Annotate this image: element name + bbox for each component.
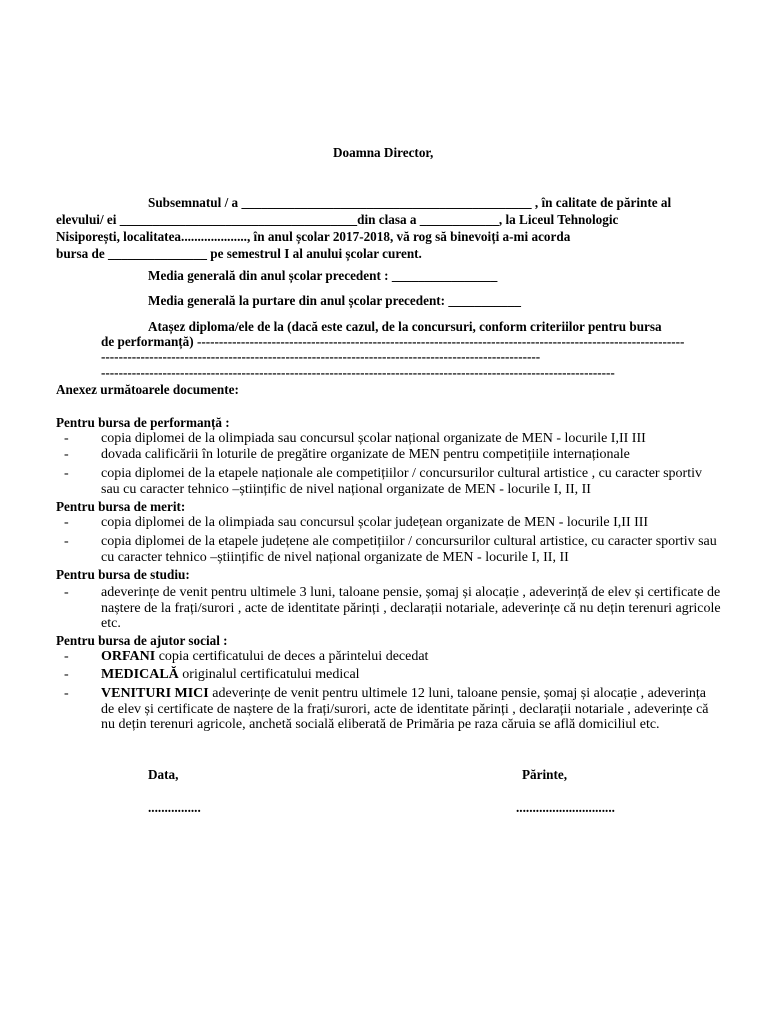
list-bullet: - bbox=[64, 686, 69, 701]
class-field[interactable]: ____________ bbox=[419, 212, 499, 227]
list-item: adeverințe de venit pentru ultimele 3 luni, taloane pensie, șomaj și alocație , adeverință de elev și certificate de naștere de la frați/surori , acte de identitate părinți , declarații notariale, adeverințe că nu dețin terenuri agricole etc. bbox=[101, 585, 721, 631]
name-field[interactable]: ____________________________________________ bbox=[241, 195, 532, 210]
list-bullet: - bbox=[64, 585, 69, 600]
list-bullet: - bbox=[64, 515, 69, 530]
atasez-line-1: Atașez diploma/ele de la (dacă este cazul, de la concursuri, conform criteriilor pentru bursa bbox=[148, 319, 662, 334]
parent-signature-field[interactable]: .............................. bbox=[516, 800, 615, 815]
atasez-line-3[interactable]: ---------------------------------------------------------------------------------------------------- bbox=[101, 349, 541, 364]
list-bullet: - bbox=[64, 667, 69, 682]
parent-label: Părinte, bbox=[522, 767, 568, 782]
date-field[interactable]: ................ bbox=[148, 800, 201, 815]
list-item: copia diplomei de la olimpiada sau concursul școlar național organizate de MEN - locurile I,II III bbox=[101, 431, 646, 446]
list-bullet: - bbox=[64, 447, 69, 462]
atasez-line-2: de performanță) --------------------------------------------------------------------------------------------------------------- bbox=[101, 334, 685, 349]
list-item-venituri-mici: VENITURI MICI adeverințe de venit pentru ultimele 12 luni, taloane pensie, șomaj și alocație , adeverința de elev și certificate de naștere de la frați/surori, acte de identitate părinți , declarații notariale , adeverințe că nu dețin terenuri agricole, anchetă socială eliberată de Primăria pe raza căruia se află domiciliul etc. bbox=[101, 686, 709, 732]
student-name-field[interactable]: ____________________________________ bbox=[119, 212, 358, 227]
list-item-medicala: MEDICALĂ originalul certificatului medical bbox=[101, 667, 360, 682]
page-title: Doamna Director, bbox=[333, 145, 434, 160]
list-bullet: - bbox=[64, 466, 69, 481]
anexez-heading: Anexez următoarele documente: bbox=[56, 382, 239, 397]
intro-line-2: elevului/ ei ____________________________________din clasa a ____________, la Liceul Tehnologic bbox=[56, 212, 619, 227]
section-title-performanta: Pentru bursa de performanță : bbox=[56, 415, 230, 430]
list-bullet: - bbox=[64, 649, 69, 664]
scholarship-type-field[interactable]: _______________ bbox=[108, 246, 207, 261]
list-item: copia diplomei de la olimpiada sau concursul școlar județean organizate de MEN - locurile I,II III bbox=[101, 515, 649, 530]
intro-line-1: Subsemnatul / a ____________________________________________ , în calitate de părinte al bbox=[148, 195, 672, 210]
media-purtare-field[interactable]: ___________ bbox=[448, 293, 521, 308]
list-item: copia diplomei de la etapele naționale ale competițiilor / concursurilor cultural artistice , cu caracter sportiv sau cu caracter tehnico –științific de nivel național organizate de MEN - locurile I, II, II bbox=[101, 466, 702, 497]
list-item-orfani: ORFANI copia certificatului de deces a părintelui decedat bbox=[101, 649, 429, 664]
section-title-social: Pentru bursa de ajutor social : bbox=[56, 633, 228, 648]
diploma-field[interactable]: --------------------------------------------------------------------------------------------------------------- bbox=[196, 334, 685, 349]
list-item: dovada calificării în loturile de pregătire organizate de MEN pentru competițiile internaționale bbox=[101, 447, 630, 462]
section-title-merit: Pentru bursa de merit: bbox=[56, 499, 186, 514]
date-label: Data, bbox=[148, 767, 179, 782]
atasez-line-4[interactable]: --------------------------------------------------------------------------------------------------------------------- bbox=[101, 365, 615, 380]
section-title-studiu: Pentru bursa de studiu: bbox=[56, 567, 190, 582]
media-generala-line: Media generală din anul școlar precedent : ________________ bbox=[148, 268, 498, 283]
intro-line-3: Nisiporești, localitatea...................., în anul școlar 2017-2018, vă rog să binevoiți a-mi acorda bbox=[56, 229, 571, 244]
list-bullet: - bbox=[64, 431, 69, 446]
media-purtare-line: Media generală la purtare din anul școlar precedent: ___________ bbox=[148, 293, 521, 308]
intro-line-4: bursa de _______________ pe semestrul I al anului școlar curent. bbox=[56, 246, 422, 261]
list-bullet: - bbox=[64, 534, 69, 549]
media-generala-field[interactable]: ________________ bbox=[391, 268, 498, 283]
list-item: copia diplomei de la etapele județene ale competițiilor / concursurilor cultural artistice, cu caracter sportiv sau cu caracter tehnico –științific de nivel național organizate de MEN - locurile I, II, II bbox=[101, 534, 717, 565]
